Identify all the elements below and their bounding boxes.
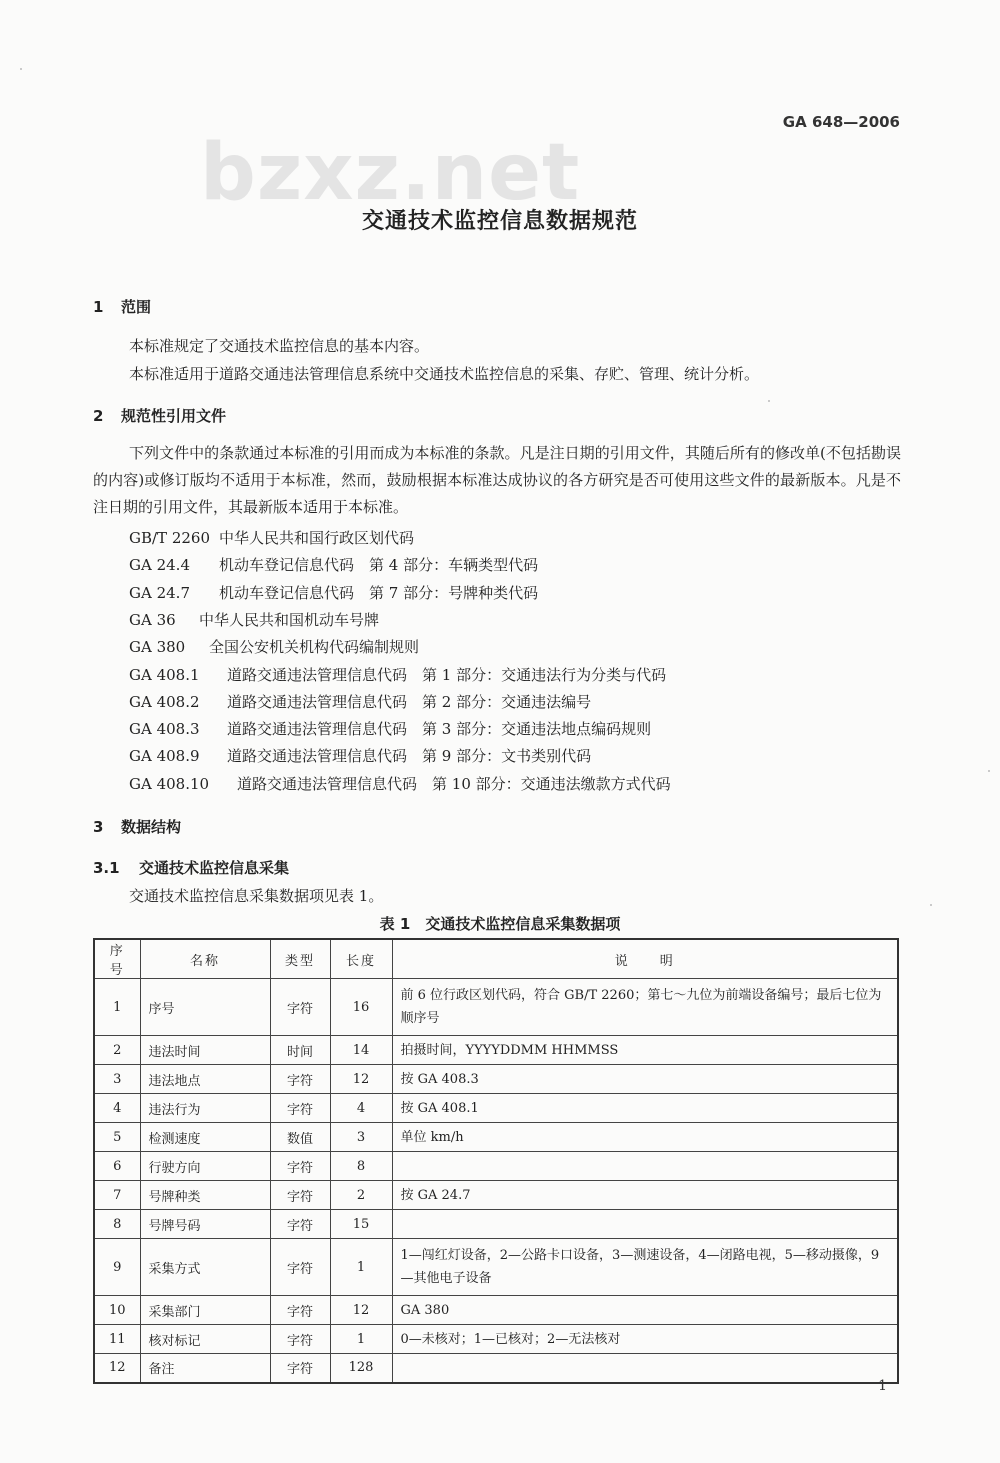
table-row — [94, 1296, 898, 1325]
cell-name: 备注 — [140, 1354, 270, 1383]
header-cell-length: 长度 — [330, 939, 392, 979]
table-row — [94, 1210, 898, 1239]
cell-length: 4 — [330, 1094, 392, 1123]
cell-description: 按 GA 24.7 — [392, 1181, 898, 1210]
cell-type: 字符 — [270, 1152, 330, 1181]
table-row — [94, 979, 898, 1036]
reference-item — [129, 718, 651, 739]
cell-index: 2 — [94, 1036, 140, 1065]
cell-name: 号牌种类 — [140, 1181, 270, 1210]
cell-description: 单位 km/h — [392, 1123, 898, 1152]
section-number: 2 — [93, 407, 104, 425]
cell-type: 字符 — [270, 1181, 330, 1210]
cell-name: 行驶方向 — [140, 1152, 270, 1181]
cell-length: 1 — [330, 1239, 392, 1296]
reference-code: GA 408.1 — [129, 665, 200, 684]
page-number: 1 — [878, 1378, 887, 1394]
reference-code: GA 24.4 — [129, 556, 190, 575]
cell-description — [392, 1210, 898, 1239]
reference-item — [129, 527, 414, 548]
table-header-row — [94, 939, 898, 979]
reference-item — [129, 773, 671, 794]
reference-title: 道路交通违法管理信息代码 第 2 部分：交通违法编号 — [227, 692, 592, 711]
cell-type: 字符 — [270, 1354, 330, 1383]
subsection-title: 交通技术监控信息采集 — [139, 859, 290, 877]
cell-name: 违法时间 — [140, 1036, 270, 1065]
section-2-heading — [93, 405, 226, 426]
cell-index: 11 — [94, 1325, 140, 1354]
reference-title: 道路交通违法管理信息代码 第 3 部分：交通违法地点编码规则 — [227, 720, 652, 739]
cell-length: 12 — [330, 1065, 392, 1094]
cell-name: 采集方式 — [140, 1239, 270, 1296]
cell-length: 15 — [330, 1210, 392, 1239]
cell-name: 核对标记 — [140, 1325, 270, 1354]
cell-description: 按 GA 408.3 — [392, 1065, 898, 1094]
cell-length: 3 — [330, 1123, 392, 1152]
section-1-paragraph-1: 本标准规定了交通技术监控信息的基本内容。 — [129, 337, 430, 355]
reference-item — [129, 745, 591, 766]
cell-description: 1—闯红灯设备，2—公路卡口设备，3—测速设备，4—闭路电视，5—移动摄像，9—其他电子设备 — [392, 1239, 898, 1296]
table-caption: 表 1 交通技术监控信息采集数据项 — [379, 915, 621, 933]
cell-index: 5 — [94, 1123, 140, 1152]
cell-length: 12 — [330, 1296, 392, 1325]
reference-title: 道路交通违法管理信息代码 第 9 部分：文书类别代码 — [227, 747, 592, 766]
cell-description — [392, 1152, 898, 1181]
cell-description: 前 6 位行政区划代码，符合 GB/T 2260；第七～九位为前端设备编号；最后七位为顺序号 — [392, 979, 898, 1036]
reference-code: GA 408.3 — [129, 720, 200, 739]
cell-index: 9 — [94, 1239, 140, 1296]
table-row — [94, 1094, 898, 1123]
cell-length: 2 — [330, 1181, 392, 1210]
reference-code: GA 36 — [129, 610, 176, 629]
cell-length: 8 — [330, 1152, 392, 1181]
cell-type: 字符 — [270, 1210, 330, 1239]
table-row — [94, 1036, 898, 1065]
cell-index: 10 — [94, 1296, 140, 1325]
header-cell-description: 说 明 — [392, 939, 898, 979]
reference-code: GA 24.7 — [129, 583, 190, 602]
reference-code: GA 380 — [129, 638, 186, 657]
reference-title: 全国公安机关机构代码编制规则 — [209, 638, 420, 657]
cell-description: GA 380 — [392, 1296, 898, 1325]
reference-item — [129, 554, 538, 575]
subsection-3-1-intro: 交通技术监控信息采集数据项见表 1。 — [129, 887, 384, 905]
cell-description: 0—未核对；1—已核对；2—无法核对 — [392, 1325, 898, 1354]
cell-type: 字符 — [270, 1094, 330, 1123]
table-row — [94, 1325, 898, 1354]
cell-name: 检测速度 — [140, 1123, 270, 1152]
cell-description: 按 GA 408.1 — [392, 1094, 898, 1123]
cell-index: 6 — [94, 1152, 140, 1181]
cell-name: 违法地点 — [140, 1065, 270, 1094]
section-2-paragraph: 下列文件中的条款通过本标准的引用而成为本标准的条款。凡是注日期的引用文件，其随后所有的修改单(不包括勘误的内容)或修订版均不适用于本标准，然而，鼓励根据本标准达成协议的各方研究是否可使用这些文件的最新版本。凡是不注日期的引用文件，其最新版本适用于本标准。 — [93, 444, 901, 516]
header-cell-name: 名称 — [140, 939, 270, 979]
section-title: 规范性引用文件 — [121, 407, 227, 425]
cell-description — [392, 1354, 898, 1383]
reference-title: 道路交通违法管理信息代码 第 10 部分：交通违法缴款方式代码 — [237, 774, 671, 793]
table-row — [94, 1152, 898, 1181]
reference-title: 中华人民共和国机动车号牌 — [199, 610, 380, 629]
cell-index: 1 — [94, 979, 140, 1036]
cell-type: 字符 — [270, 1296, 330, 1325]
cell-length: 14 — [330, 1036, 392, 1065]
cell-index: 8 — [94, 1210, 140, 1239]
header-cell-type: 类型 — [270, 939, 330, 979]
reference-title: 机动车登记信息代码 第 4 部分：车辆类型代码 — [219, 556, 539, 575]
reference-item — [129, 691, 591, 712]
cell-length: 128 — [330, 1354, 392, 1383]
cell-length: 1 — [330, 1325, 392, 1354]
subsection-number: 3.1 — [93, 859, 120, 877]
section-number: 3 — [93, 818, 104, 836]
cell-type: 数值 — [270, 1123, 330, 1152]
cell-index: 3 — [94, 1065, 140, 1094]
reference-title: 中华人民共和国行政区划代码 — [219, 529, 415, 547]
subsection-3-1-heading — [93, 857, 289, 878]
cell-name: 号牌号码 — [140, 1210, 270, 1239]
cell-description: 拍摄时间，YYYYDDMM HHMMSS — [392, 1036, 898, 1065]
table-row — [94, 1181, 898, 1210]
watermark: bzxz.net — [200, 128, 581, 218]
reference-item — [129, 636, 419, 657]
table-row — [94, 1239, 898, 1296]
cell-index: 7 — [94, 1181, 140, 1210]
table-row — [94, 1354, 898, 1383]
section-number: 1 — [93, 298, 104, 316]
cell-type: 字符 — [270, 1239, 330, 1296]
cell-type: 字符 — [270, 1325, 330, 1354]
section-1-paragraph-2: 本标准适用于道路交通违法管理信息系统中交通技术监控信息的采集、存贮、管理、统计分析。 — [129, 365, 760, 383]
reference-item — [129, 582, 538, 603]
cell-index: 12 — [94, 1354, 140, 1383]
cell-type: 字符 — [270, 1065, 330, 1094]
header-cell-index: 序号 — [94, 939, 140, 979]
reference-code: GB/T 2260 — [129, 529, 211, 547]
data-items-table — [93, 938, 899, 1384]
section-3-heading — [93, 816, 181, 837]
cell-type: 字符 — [270, 979, 330, 1036]
reference-item — [129, 664, 666, 685]
cell-name: 序号 — [140, 979, 270, 1036]
cell-index: 4 — [94, 1094, 140, 1123]
standard-code: GA 648—2006 — [782, 113, 900, 131]
reference-item — [129, 609, 379, 630]
cell-length: 16 — [330, 979, 392, 1036]
section-title: 数据结构 — [121, 818, 182, 836]
cell-type: 时间 — [270, 1036, 330, 1065]
table-row — [94, 1123, 898, 1152]
reference-title: 机动车登记信息代码 第 7 部分：号牌种类代码 — [219, 583, 539, 602]
section-title: 范围 — [121, 298, 152, 316]
cell-name: 违法行为 — [140, 1094, 270, 1123]
reference-code: GA 408.9 — [129, 747, 200, 766]
table-row — [94, 1065, 898, 1094]
section-1-heading — [93, 296, 151, 317]
reference-code: GA 408.2 — [129, 692, 200, 711]
reference-title: 道路交通违法管理信息代码 第 1 部分：交通违法行为分类与代码 — [227, 665, 667, 684]
cell-name: 采集部门 — [140, 1296, 270, 1325]
reference-code: GA 408.10 — [129, 774, 210, 793]
document-title: 交通技术监控信息数据规范 — [361, 209, 638, 234]
table-body — [94, 979, 898, 1383]
